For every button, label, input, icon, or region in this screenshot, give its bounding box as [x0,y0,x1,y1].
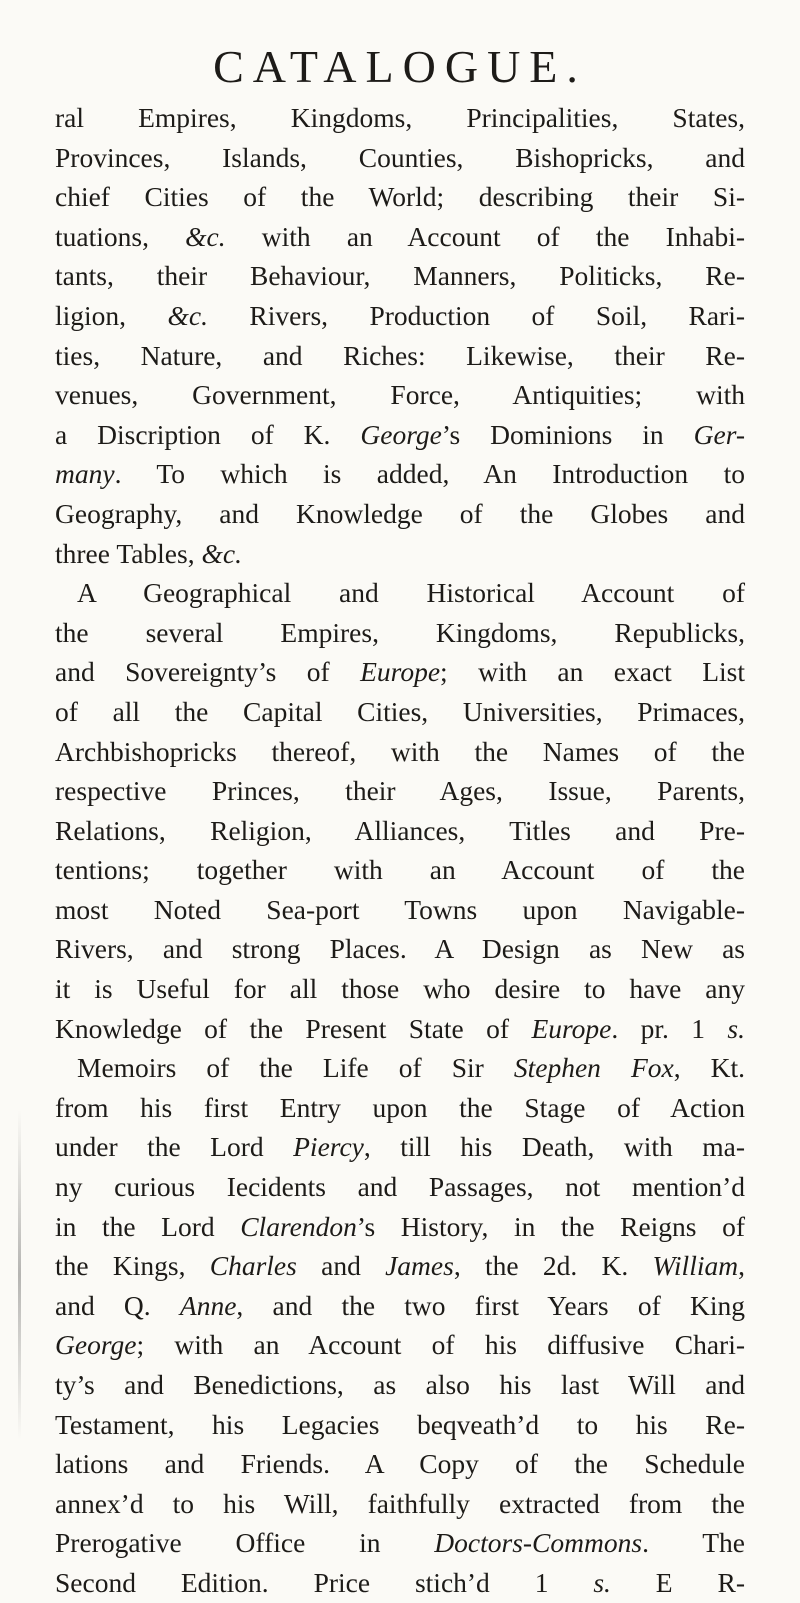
text-line: and Sovereignty’s of Europe; with an exact List [55,656,745,688]
italic-text: &c. [201,537,242,569]
italic-text: William [652,1250,739,1282]
text-line: Second Edition. Price stich’d 1 s. E R- [55,1566,745,1598]
italic-text: Doctors-Commons [434,1527,643,1559]
italic-text: Charles [209,1250,297,1282]
text-line: it is Useful for all those who desire to have any [55,973,745,1005]
italic-text: many [55,458,115,490]
text-line: of all the Capital Cities, Universities, Primaces, [55,695,745,727]
italic-text: Europe [531,1012,612,1044]
text-line: Archbishopricks thereof, with the Names of the [55,735,745,767]
margin-bleed-mark [18,1110,21,1440]
text-line: lations and Friends. A Copy of the Schedule [55,1448,745,1480]
text-line: Rivers, and strong Places. A Design as New as [55,933,745,965]
text-line: ligion, &c. Rivers, Production of Soil, Rari- [55,299,745,331]
text-line: tentions; together with an Account of the [55,854,745,886]
entry-geographical-account [55,573,745,1048]
italic-text: Anne [179,1289,237,1321]
text-line: ty’s and Benedictions, as also his last Will and [55,1369,745,1400]
text-line: Provinces, Islands, Counties, Bishopricks, and [55,141,745,173]
italic-text: Piercy [293,1131,364,1163]
text-line: venues, Government, Force, Antiquities; with [55,379,745,411]
italic-text: Ger- [693,418,746,450]
italic-text: s. [593,1566,611,1598]
text-line: the several Empires, Kingdoms, Republicks, [55,616,745,648]
text-line: ny curious Iecidents and Passages, not mention’d [55,1171,745,1203]
page-header: CATALOGUE. [213,41,587,92]
text-line: from his first Entry upon the Stage of Action [55,1091,745,1123]
text-line: most Noted Sea-port Towns upon Navigable- [55,893,745,925]
text-line: Testament, his Legacies beqveath’d to his Re- [55,1408,745,1440]
text-line: tuations, &c. with an Account of the Inhabi- [55,220,745,252]
italic-text: George [360,418,442,450]
text-line: annex’d to his Will, faithfully extracted from the [55,1487,745,1519]
text-line: in the Lord Clarendon’s History, in the Reigns of [55,1210,745,1242]
text-line: respective Princes, their Ages, Issue, Parents, [55,775,745,807]
text-line: chief Cities of the World; describing their Si- [55,181,745,213]
text-line: many. To which is added, An Introduction to [55,458,745,490]
italic-text: George [55,1329,137,1361]
text-line: Memoirs of the Life of Sir Stephen Fox, Kt. [77,1052,746,1084]
italic-text: James [385,1250,454,1282]
text-line: George; with an Account of his diffusive Chari- [55,1329,745,1361]
text-line: three Tables, &c. [55,537,242,569]
text-line: and Q. Anne, and the two first Years of King [55,1289,745,1321]
entry-memoirs-stephen-fox [55,1048,745,1602]
italic-text: &c. [167,299,208,331]
text-line: Geography, and Knowledge of the Globes and [55,497,745,529]
text-line: Prerogative Office in Doctors-Commons. The [55,1527,745,1559]
text-line: A Geographical and Historical Account of [77,577,745,609]
text-line: Knowledge of the Present State of Europe. pr. 1 s. [55,1012,745,1044]
text-line: the Kings, Charles and James, the 2d. K. William, [55,1250,745,1282]
text-line: tants, their Behaviour, Manners, Politicks, Re- [55,260,745,292]
body-text [55,98,745,1603]
italic-text: Clarendon [240,1210,357,1242]
italic-text: Europe [360,656,441,688]
text-line: a Discription of K. George’s Dominions in Ger- [55,418,746,450]
continued-entry [55,98,745,573]
italic-text: s. [727,1012,745,1044]
text-line: ties, Nature, and Riches: Likewise, their Re- [55,339,745,371]
text-line: under the Lord Piercy, till his Death, with ma- [55,1131,745,1163]
italic-text: &c. [185,220,226,252]
text-line: ral Empires, Kingdoms, Principalities, States, [55,102,745,133]
text-line: Relations, Religion, Alliances, Titles and Pre- [55,814,745,846]
italic-text: Stephen Fox [513,1052,674,1084]
